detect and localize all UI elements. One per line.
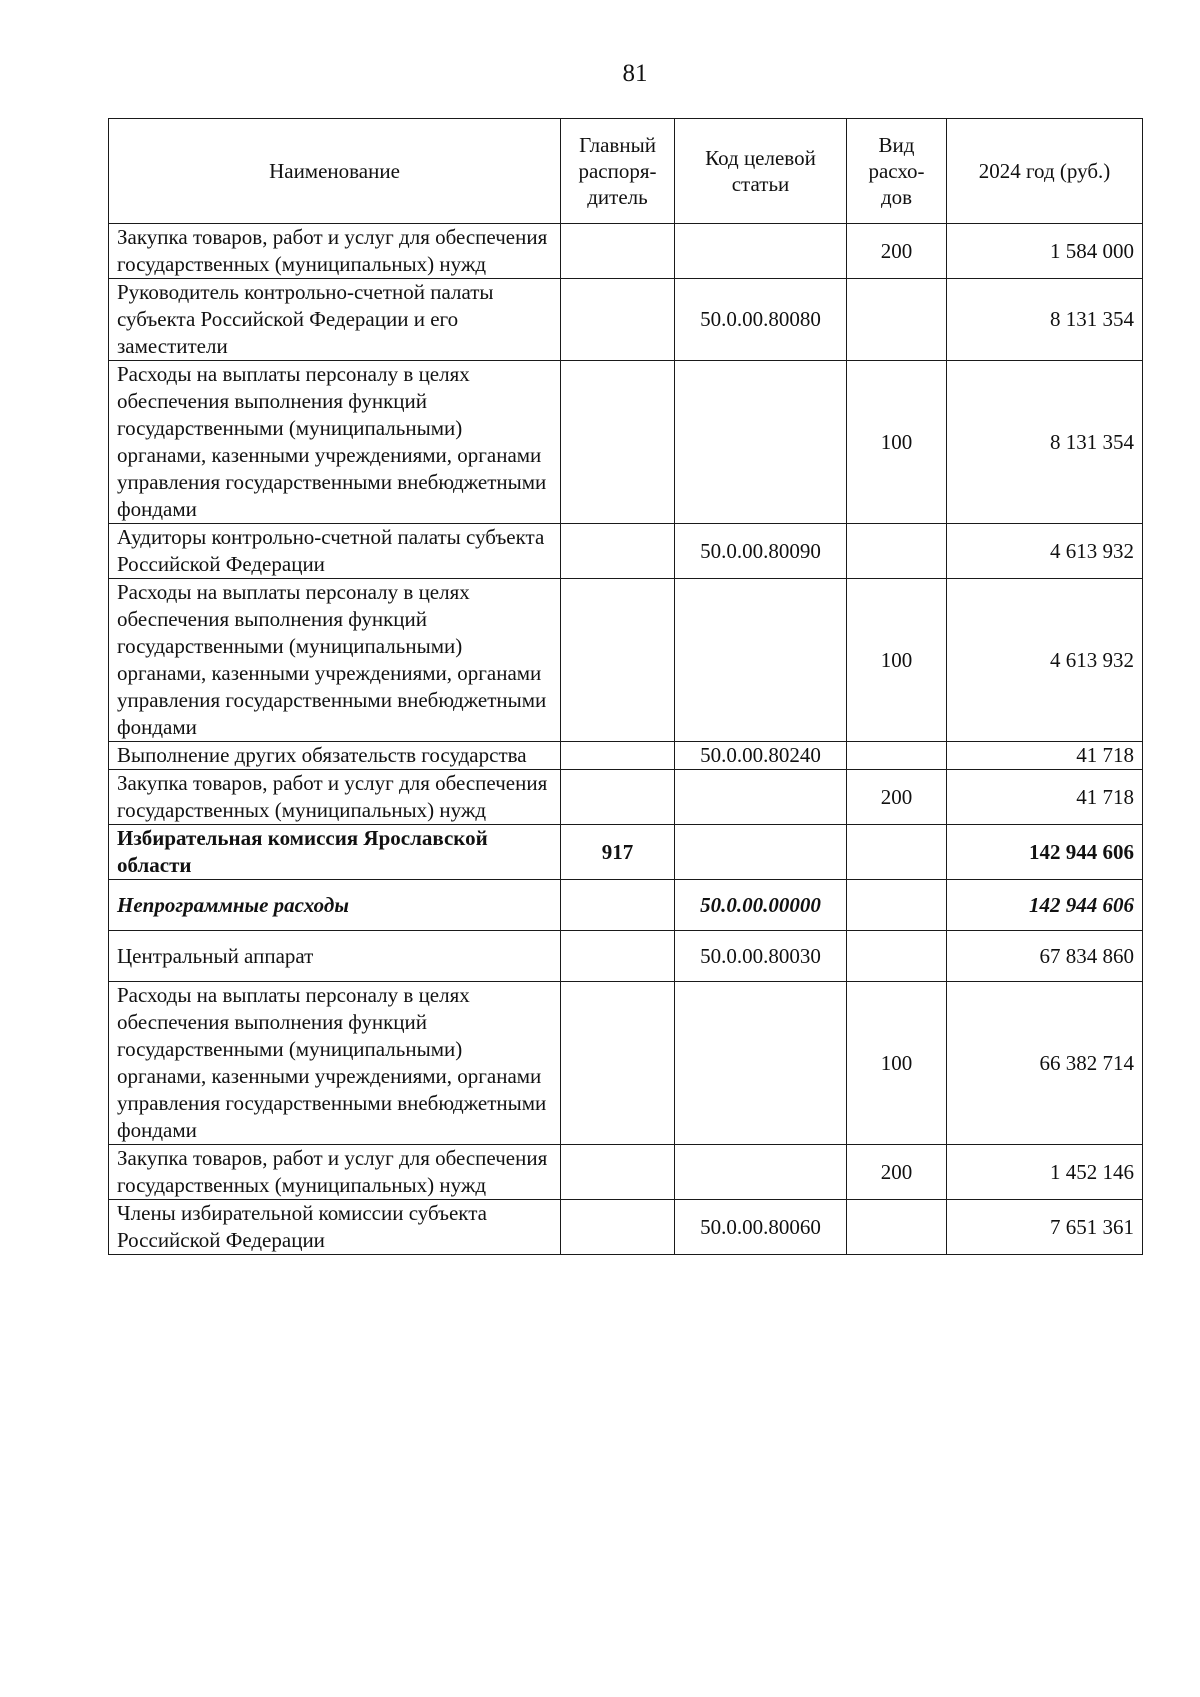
row-vid [847,1200,947,1255]
row-code: 50.0.00.00000 [675,880,847,931]
table-row-department [109,825,1143,880]
row-name: Непрограммные расходы [109,880,561,931]
table-row [109,279,1143,361]
table-header-row [109,119,1143,224]
row-vid: 100 [847,361,947,524]
row-code: 50.0.00.80090 [675,524,847,579]
row-code [675,825,847,880]
row-code: 50.0.00.80080 [675,279,847,361]
row-code [675,770,847,825]
row-sum: 8 131 354 [947,279,1143,361]
row-vid [847,742,947,770]
row-grbs [561,1200,675,1255]
row-code [675,579,847,742]
row-grbs [561,880,675,931]
row-name: Расходы на выплаты персоналу в целях обеспечения выполнения функций государственными (муниципальными) органами, казенными учреждениями, органами управления государственными внебюджетными фондами [109,982,561,1145]
budget-table [108,118,1143,1255]
table-row-section [109,880,1143,931]
row-sum: 41 718 [947,770,1143,825]
row-sum: 66 382 714 [947,982,1143,1145]
row-code [675,361,847,524]
row-code: 50.0.00.80060 [675,1200,847,1255]
row-code [675,1145,847,1200]
row-name: Выполнение других обязательств государства [109,742,561,770]
row-grbs [561,524,675,579]
header-code: Код целевой статьи [675,119,847,224]
row-code [675,982,847,1145]
row-sum: 8 131 354 [947,361,1143,524]
row-sum: 4 613 932 [947,524,1143,579]
row-grbs [561,224,675,279]
row-sum: 67 834 860 [947,931,1143,982]
row-name: Центральный аппарат [109,931,561,982]
row-sum: 142 944 606 [947,880,1143,931]
row-sum: 41 718 [947,742,1143,770]
row-sum: 4 613 932 [947,579,1143,742]
row-grbs [561,982,675,1145]
row-vid: 100 [847,982,947,1145]
row-sum: 7 651 361 [947,1200,1143,1255]
row-name: Расходы на выплаты персоналу в целях обеспечения выполнения функций государственными (муниципальными) органами, казенными учреждениями, органами управления государственными внебюджетными фондами [109,361,561,524]
header-name: Наименование [109,119,561,224]
table-row [109,579,1143,742]
row-name: Закупка товаров, работ и услуг для обеспечения государственных (муниципальных) нужд [109,224,561,279]
row-name: Аудиторы контрольно-счетной палаты субъекта Российской Федерации [109,524,561,579]
row-vid: 100 [847,579,947,742]
page-number: 81 [622,60,648,87]
row-vid [847,279,947,361]
table-row [109,982,1143,1145]
row-grbs [561,931,675,982]
row-sum: 1 584 000 [947,224,1143,279]
row-code: 50.0.00.80030 [675,931,847,982]
row-grbs [561,770,675,825]
table-row [109,742,1143,770]
row-name: Избирательная комиссия Ярославской области [109,825,561,880]
row-grbs [561,1145,675,1200]
row-grbs [561,579,675,742]
row-vid: 200 [847,770,947,825]
header-grbs: Главный распоря-дитель [561,119,675,224]
row-grbs: 917 [561,825,675,880]
table-row [109,224,1143,279]
row-grbs [561,279,675,361]
table-row [109,1145,1143,1200]
row-vid [847,825,947,880]
row-name: Закупка товаров, работ и услуг для обеспечения государственных (муниципальных) нужд [109,1145,561,1200]
row-vid: 200 [847,1145,947,1200]
row-vid [847,880,947,931]
row-vid [847,524,947,579]
row-name: Закупка товаров, работ и услуг для обеспечения государственных (муниципальных) нужд [109,770,561,825]
table-row [109,931,1143,982]
row-code [675,224,847,279]
row-name: Руководитель контрольно-счетной палаты субъекта Российской Федерации и его заместители [109,279,561,361]
table-row [109,361,1143,524]
row-sum: 142 944 606 [947,825,1143,880]
header-sum: 2024 год (руб.) [947,119,1143,224]
row-code: 50.0.00.80240 [675,742,847,770]
table-row [109,770,1143,825]
row-name: Члены избирательной комиссии субъекта Российской Федерации [109,1200,561,1255]
row-vid: 200 [847,224,947,279]
row-grbs [561,742,675,770]
table-row [109,524,1143,579]
table-row [109,1200,1143,1255]
row-name: Расходы на выплаты персоналу в целях обеспечения выполнения функций государственными (муниципальными) органами, казенными учреждениями, органами управления государственными внебюджетными фондами [109,579,561,742]
row-vid [847,931,947,982]
header-vid: Вид расхо-дов [847,119,947,224]
row-grbs [561,361,675,524]
row-sum: 1 452 146 [947,1145,1143,1200]
